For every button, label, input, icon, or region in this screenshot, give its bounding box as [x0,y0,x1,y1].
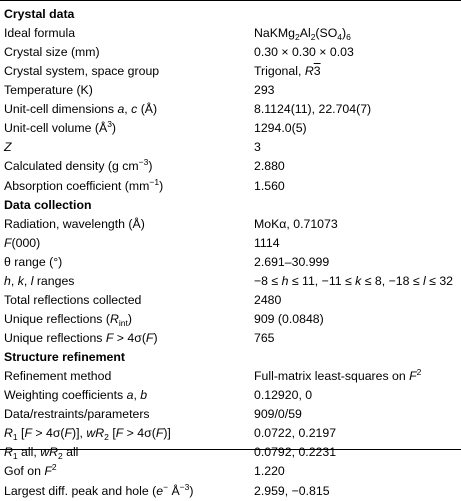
table-row [4,253,461,272]
table-row [4,329,461,348]
row-label: Z [4,140,12,155]
row-value: 2480 [254,292,282,307]
row-value: 2.959, −0.815 [254,483,330,498]
row-value: 1.220 [254,464,285,479]
row-label: $R_1$ [F > 4σ(F)], $wR_2$ [F > 4σ(F)] [4,426,171,443]
table-row [4,157,461,176]
row-value: 3 [254,140,261,155]
table-row [4,291,461,310]
row-value: 0.30 × 0.30 × 0.03 [254,45,354,60]
row-label: Ideal formula [4,26,76,41]
row-value: 8.1124(11), 22.704(7) [254,102,372,117]
row-value: 2.880 [254,159,285,174]
row-label: Data/restraints/parameters [4,407,150,422]
table-row [4,443,461,462]
row-value: Trigonal, R3 [254,64,321,79]
row-label: Unit-cell dimensions a, c (Å) [4,102,158,117]
table-row [4,386,461,405]
table-row [4,482,461,501]
table-row [4,138,461,157]
table-row [4,367,461,386]
row-label: Absorption coefficient $(mm^{-1})$ [4,176,164,193]
table-row [4,24,461,43]
row-value: 1114 [254,235,280,250]
table-row [4,310,461,329]
row-label: Refinement method [4,369,112,384]
row-value: 0.0792, 0.2231 [254,445,337,460]
row-label: Unique reflections F > 4σ(F) [4,331,158,346]
table-row [4,100,461,119]
table-row [4,215,461,234]
row-value: 765 [254,331,275,346]
row-label: Gof on $F^2$ [4,462,57,479]
row-label: θ range (°) [4,254,63,269]
table-row [4,119,461,138]
section-heading [4,5,461,24]
section-title: Crystal data [4,7,75,21]
row-label: Crystal size (mm) [4,45,100,60]
row-label: Unit-cell volume $(Å^3)$ [4,119,117,136]
table-row [4,462,461,481]
table-row [4,43,461,62]
row-label: $R_1$ all, $wR_2$ all [4,445,79,462]
row-label: Crystal system, space group [4,64,160,79]
row-label: h, k, l ranges [4,273,75,288]
row-label: Total reflections collected [4,292,142,307]
row-value: Full-matrix least-squares on $F^2$ [254,367,422,384]
row-value: 0.12920, 0 [254,388,313,403]
row-value: 293 [254,83,275,98]
table-row [4,424,461,443]
row-value: 2.691–30.999 [254,254,330,269]
section-title: Data collection [4,197,92,212]
section-heading [4,348,461,367]
section-heading [4,196,461,215]
table-row [4,177,461,196]
table-row [4,234,461,253]
table-row [4,405,461,424]
row-value: MoKα, 0.71073 [254,216,338,231]
table-row [4,62,461,81]
row-value: $NaKMg_2Al_2(SO_4)_6$ [254,26,351,43]
table-row [4,272,461,291]
row-label: Unique reflections $(R_{int})$ [4,311,132,328]
row-value: 909 (0.0848) [254,311,324,326]
row-value: 909/0/59 [254,407,302,422]
row-value: 1294.0(5) [254,121,307,136]
row-label: Largest diff. peak and hole (e− $Å^{-3}$) [4,481,194,498]
row-label: Radiation, wavelength (Å) [4,216,145,231]
section-title: Structure refinement [4,350,125,365]
row-value: 0.0722, 0.2197 [254,426,337,441]
row-label: F(000) [4,235,41,250]
row-label: Temperature (K) [4,83,93,98]
row-label: Calculated density (g $cm^{-3}$) [4,157,153,174]
row-value: −8 ≤ h ≤ 11, −11 ≤ k ≤ 8, −18 ≤ l ≤ 32 [254,273,454,288]
row-value: 1.560 [254,178,285,193]
table-row [4,81,461,100]
row-label: Weighting coefficients a, b [4,388,148,403]
